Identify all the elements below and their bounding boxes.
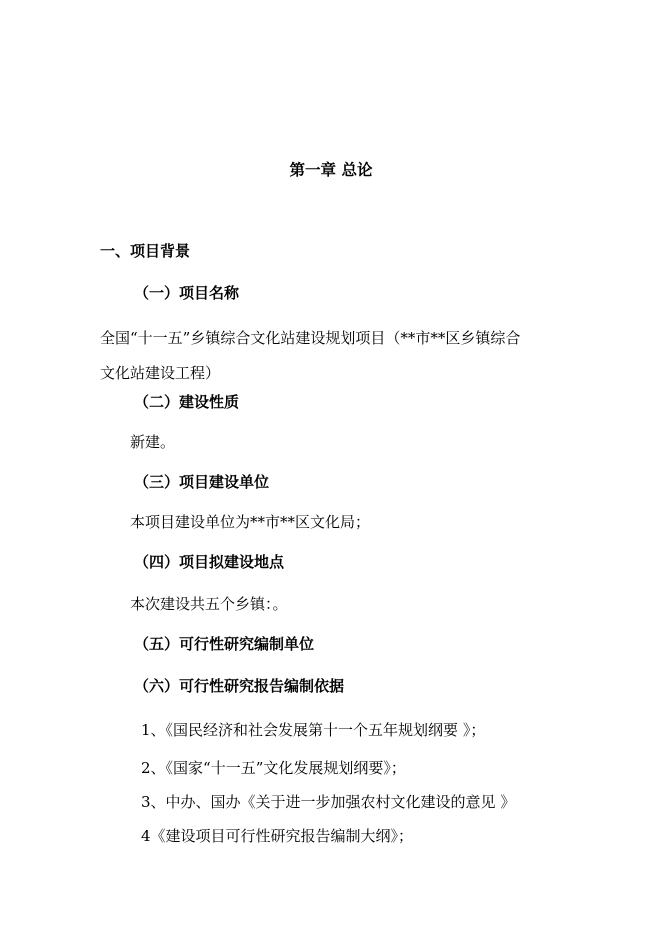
subsection-heading-nature: （二）建设性质: [134, 393, 240, 411]
subsection-heading-project-name: （一）项目名称: [134, 284, 240, 302]
chapter-title: 第一章 总论: [289, 160, 373, 179]
paragraph-project-name-line-1: 全国“十一五”乡镇综合文化站建设规划项目（**市**区乡镇综合: [100, 329, 521, 347]
subsection-heading-unit: （三）项目建设单位: [134, 473, 270, 491]
paragraph-nature: 新建。: [130, 433, 176, 451]
subsection-heading-location: （四）项目拟建设地点: [134, 553, 285, 571]
basis-list-item: 4《建设项目可行性研究报告编制大纲》；: [141, 827, 414, 845]
paragraph-project-name-line-2: 文化站建设工程）: [100, 364, 221, 382]
basis-list-item: 1、《国民经济和社会发展第十一个五年规划纲要 》；: [141, 721, 486, 739]
basis-list-item: 2、《国家“十一五”文化发展规划纲要》；: [141, 759, 406, 777]
subsection-heading-basis: （六）可行性研究报告编制依据: [134, 677, 345, 695]
paragraph-unit: 本项目建设单位为**市**区文化局；: [130, 513, 371, 531]
paragraph-location: 本次建设共五个乡镇：。: [130, 595, 288, 613]
subsection-heading-compiler: （五）可行性研究编制单位: [134, 635, 315, 653]
basis-list-item: 3、中办、国办《关于进一步加强农村文化建设的意见 》: [141, 793, 516, 811]
section-heading: 一、项目背景: [100, 242, 191, 260]
